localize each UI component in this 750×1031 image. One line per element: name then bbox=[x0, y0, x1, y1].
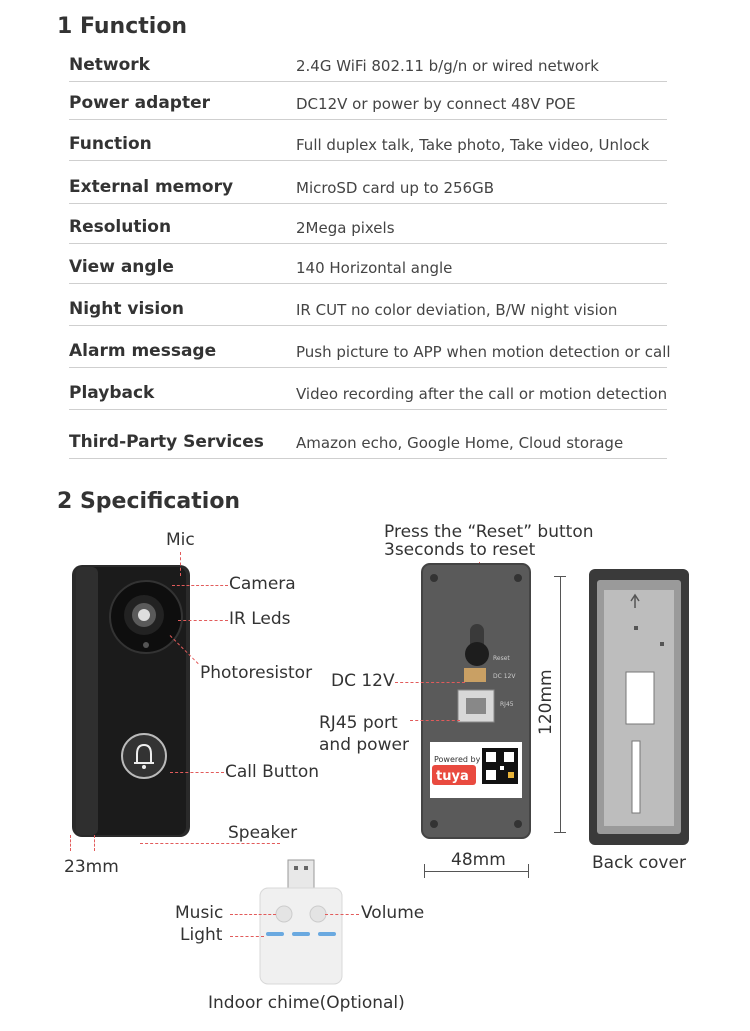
row-label: Playback bbox=[69, 383, 155, 403]
row-value: 2.4G WiFi 802.11 b/g/n or wired network bbox=[296, 57, 599, 75]
height-dimension-bottom bbox=[554, 832, 566, 833]
rj45-tag: RJ45 bbox=[500, 701, 514, 708]
label-mic: Mic bbox=[166, 530, 195, 550]
width-dimension-left bbox=[424, 864, 425, 878]
row-label: Alarm message bbox=[69, 341, 217, 361]
label-photoresistor: Photoresistor bbox=[200, 663, 313, 683]
label-height: 120mm bbox=[536, 669, 556, 735]
dc12v-leader bbox=[395, 682, 465, 683]
label-dc12v: DC 12V bbox=[331, 671, 395, 691]
table-row bbox=[69, 331, 671, 368]
label-indoor-chime: Indoor chime(Optional) bbox=[208, 993, 405, 1013]
ir-leds-leader bbox=[178, 620, 228, 621]
depth-marker-right bbox=[94, 835, 95, 851]
row-value: Amazon echo, Google Home, Cloud storage bbox=[296, 434, 624, 452]
label-speaker: Speaker bbox=[228, 823, 298, 843]
row-label: Third-Party Services bbox=[69, 432, 264, 452]
row-label: External memory bbox=[69, 177, 234, 197]
table-row bbox=[69, 207, 667, 244]
table-row bbox=[69, 167, 667, 204]
back-cover-image bbox=[586, 566, 692, 848]
label-rj45-line2: and power bbox=[319, 735, 409, 755]
label-reset-line2: 3seconds to reset bbox=[384, 540, 536, 560]
row-label: Function bbox=[69, 134, 152, 154]
doorbell-front-image bbox=[60, 555, 200, 845]
height-dimension-top bbox=[554, 576, 566, 577]
row-label: Network bbox=[69, 55, 150, 75]
table-row bbox=[69, 422, 667, 459]
label-depth: 23mm bbox=[64, 857, 119, 877]
label-camera: Camera bbox=[229, 574, 296, 594]
sticker-powered-by: Powered by bbox=[434, 755, 481, 764]
row-value: IR CUT no color deviation, B/W night vision bbox=[296, 301, 618, 319]
dc12v-tag: DC 12V bbox=[493, 673, 516, 680]
indoor-chime-image bbox=[256, 858, 346, 988]
row-value: 140 Horizontal angle bbox=[296, 259, 453, 277]
call-button-leader bbox=[170, 772, 224, 773]
section-function-title: 1 Function bbox=[57, 14, 188, 39]
width-dimension-line bbox=[424, 871, 528, 872]
label-ir-leds: IR Leds bbox=[229, 609, 291, 629]
table-row bbox=[69, 373, 667, 410]
width-dimension-right bbox=[528, 864, 529, 878]
depth-marker-left bbox=[70, 835, 71, 851]
table-row bbox=[69, 289, 667, 326]
doorbell-back-image bbox=[420, 562, 532, 840]
label-back-cover: Back cover bbox=[592, 853, 686, 873]
speaker-leader bbox=[140, 843, 280, 844]
row-label: Power adapter bbox=[69, 93, 210, 113]
section-specification-title: 2 Specification bbox=[57, 489, 241, 514]
label-rj45-line1: RJ45 port bbox=[319, 713, 398, 733]
volume-leader bbox=[325, 914, 359, 915]
row-value: MicroSD card up to 256GB bbox=[296, 179, 495, 197]
reset-tag: Reset bbox=[493, 655, 510, 662]
row-value: Push picture to APP when motion detection or call bbox=[296, 343, 671, 361]
table-row bbox=[69, 45, 667, 82]
mic-leader bbox=[180, 552, 181, 576]
rj45-leader bbox=[410, 720, 460, 721]
label-reset-line1: Press the “Reset” button bbox=[384, 522, 594, 542]
label-light: Light bbox=[180, 925, 223, 945]
label-call-button: Call Button bbox=[225, 762, 320, 782]
height-dimension-line bbox=[560, 576, 561, 832]
camera-leader bbox=[172, 585, 228, 586]
light-leader bbox=[230, 936, 264, 937]
label-volume: Volume bbox=[361, 903, 425, 923]
row-value: Video recording after the call or motion detection bbox=[296, 385, 668, 403]
row-label: Resolution bbox=[69, 217, 172, 237]
table-row bbox=[69, 247, 667, 284]
table-row bbox=[69, 83, 667, 120]
table-row bbox=[69, 124, 667, 161]
label-music: Music bbox=[175, 903, 224, 923]
row-value: 2Mega pixels bbox=[296, 219, 395, 237]
music-leader bbox=[230, 914, 276, 915]
sticker-tuya-logo: tuya bbox=[436, 769, 469, 784]
row-value: DC12V or power by connect 48V POE bbox=[296, 95, 576, 113]
label-width: 48mm bbox=[451, 850, 506, 870]
row-value: Full duplex talk, Take photo, Take video, Unlock bbox=[296, 136, 650, 154]
row-label: View angle bbox=[69, 257, 174, 277]
row-label: Night vision bbox=[69, 299, 185, 319]
